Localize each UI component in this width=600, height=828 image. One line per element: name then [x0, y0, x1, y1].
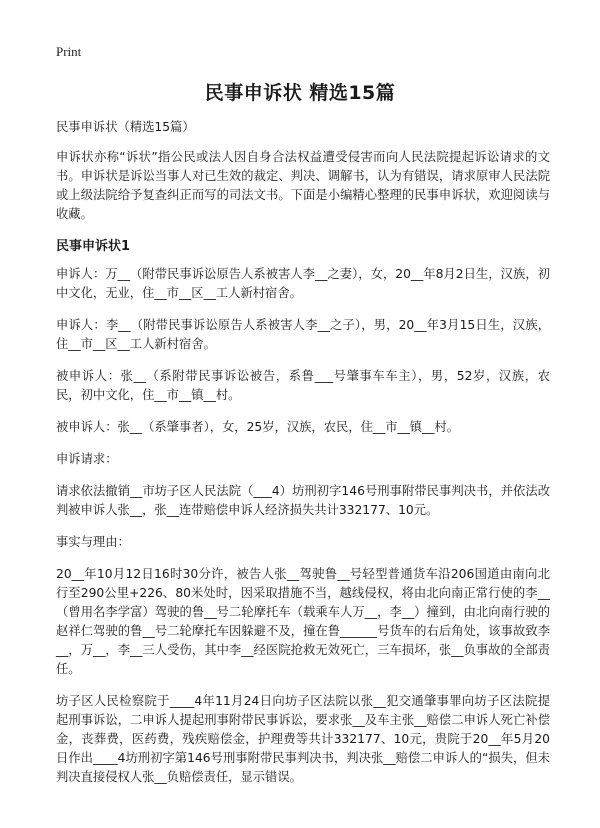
- respondent-1-paragraph: 被申诉人：张__（系附带民事诉讼被告，系鲁___号肇事车车主），男，52岁，汉族，农民，初中文化，住__市__镇__村。: [56, 369, 550, 402]
- section-heading: 民事申诉状1: [56, 239, 131, 254]
- petitioner-1-paragraph: 申诉人：万__（附带民事诉讼原告人系被害人李__之妻），女，20__年8月2日生，汉族，初中文化，无业，住__市__区__工人新村宿舍。: [56, 267, 550, 300]
- page-title: 民事申诉状 精选15篇: [204, 82, 396, 104]
- document-subtitle: 民事申诉状（精选15篇）: [56, 120, 195, 134]
- petitioner-2-paragraph: 申诉人：李__（附带民事诉讼原告人系被害人李__之子），男，20__年3月15日生，汉族，住__市__区__工人新村宿舍。: [56, 318, 550, 351]
- facts-paragraph-2: 坊子区人民检察院于____4年11月24日向坊子区法院以张__犯交通肇事罪向坊子区法院提起刑事诉讼，二申诉人提起刑事附带民事诉讼，要求张__及车主张__赔偿二申诉人死亡补偿金，丧葬费，医药费，残疾赔偿金，护理费等共计332177、10元，贵院于20__年5月20日作出____4坊刑初字第146号刑事附带民事判决书，判决张__赔偿二申诉人的“损失，但未判决直接侵权人张__负赔偿责任，显示错误。: [56, 694, 550, 784]
- intro-paragraph: 申诉状亦称“诉状”指公民或法人因自身合法权益遭受侵害而向人民法院提起诉讼请求的文书。申诉状是诉讼当事人对已生效的裁定、判决、调解书，认为有错误，请求原审人民法院或上级法院给予复查纠正而写的司法文书。下面是小编精心整理的民事申诉状，欢迎阅读与收藏。: [56, 150, 550, 221]
- claims-paragraph: 请求依法撤销__市坊子区人民法院（___4）坊刑初字146号刑事附带民事判决书，并依法改判被申诉人张__，张__连带赔偿申诉人经济损失共计332177、10元。: [56, 484, 550, 517]
- respondent-2-paragraph: 被申诉人：张__（系肇事者），女，25岁，汉族，农民，住__市__镇__村。: [56, 420, 459, 434]
- document-body: [56, 118, 550, 800]
- claims-label: 申诉请求：: [56, 452, 118, 466]
- facts-label: 事实与理由：: [56, 535, 130, 549]
- print-link[interactable]: Print: [56, 44, 82, 59]
- facts-paragraph-1: 20__年10月12日16时30分许，被告人张__驾驶鲁__号轻型普通货车沿206国道由南向北行至290公里+226、80米处时，因采取措施不当，越线侵权，将由北向南正常行使的李__（曾用名李学富）驾驶的鲁__号二轮摩托车（载乘车人万__，李__）撞到，由北向南行驶的赵祥仁驾驶的鲁__号二轮摩托车因躲避不及，撞在鲁______号货车的右后角处，该事故致李__，万__，李__三人受伤，其中李__经医院抢救无效死亡，三车损坏，张__负事故的全部责任。: [56, 567, 550, 676]
